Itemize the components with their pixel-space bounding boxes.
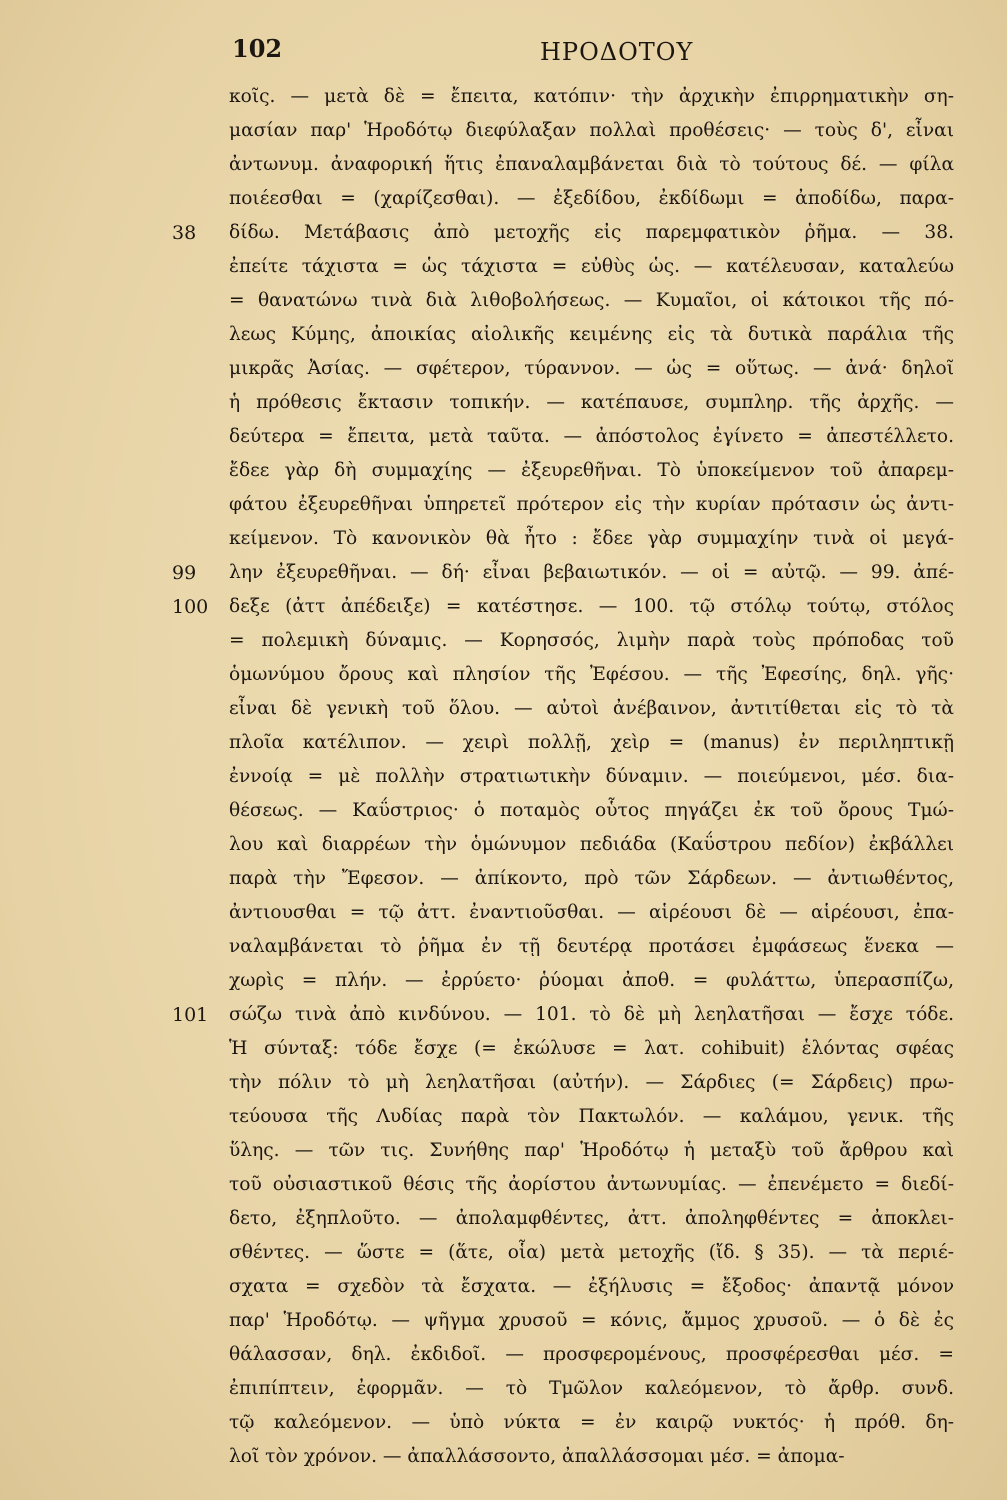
- text-line: φάτου ἐξευρεθῆναι ὑπηρετεῖ πρότερον εἰς τὴν κυρίαν πρότασιν ὡς ἀντι-: [229, 494, 954, 515]
- text-line: δεξε (ἀττ ἀπέδειξε) = κατέστησε. — 100. τῷ στόλῳ τούτῳ, στόλος: [229, 596, 954, 617]
- text-line: ναλαμβάνεται τὸ ῥῆμα ἐν τῇ δευτέρᾳ προτάσει ἐμφάσεως ἕνεκα —: [229, 936, 954, 957]
- text-line: θέσεως. — Καΰστριος· ὁ ποταμὸς οὗτος πηγάζει ἐκ τοῦ ὄρους Τμώ-: [229, 800, 954, 821]
- running-title: ΗΡΟΔΟΤΟΥ: [540, 38, 694, 66]
- text-line: = πολεμικὴ δύναμις. — Κορησσός, λιμὴν παρὰ τοὺς πρόποδας τοῦ: [229, 630, 954, 651]
- text-line: θάλασσαν, δηλ. ἐκδιδοῖ. — προσφερομένους, προσφέρεσθαι μέσ. =: [229, 1344, 954, 1365]
- text-line: ἀντιουσθαι = τῷ ἀττ. ἐναντιοῦσθαι. — αἱρέουσι δὲ — αἱρέουσι, ἐπα-: [229, 902, 954, 923]
- margin-section-number: 101: [172, 1004, 209, 1026]
- text-line: λην ἐξευρεθῆναι. — δή· εἶναι βεβαιωτικόν. — οἱ = αὐτῷ. — 99. ἀπέ-: [229, 562, 954, 583]
- text-line: λοῖ τὸν χρόνον. — ἀπαλλάσσοντο, ἀπαλλάσσομαι μέσ. = ἀπομα-: [229, 1446, 845, 1467]
- text-line: λου καὶ διαρρέων τὴν ὁμώνυμον πεδιάδα (Καΰστρου πεδίον) ἐκβάλλει: [229, 834, 954, 855]
- margin-section-number: 100: [172, 596, 209, 618]
- page-header: [0, 34, 1007, 74]
- text-line: εἶναι δὲ γενικὴ τοῦ ὅλου. — αὐτοὶ ἀνέβαινον, ἀντιτίθεται εἰς τὸ τὰ: [229, 698, 954, 719]
- text-line: κείμενον. Τὸ κανονικὸν θὰ ἦτο : ἔδεε γὰρ συμμαχίην τινὰ οἱ μεγά-: [229, 528, 954, 549]
- page-number: 102: [232, 34, 283, 63]
- text-line: ὕλης. — τῶν τις. Συνήθης παρ' Ἡροδότῳ ἡ μεταξὺ τοῦ ἄρθρου καὶ: [229, 1140, 954, 1161]
- text-line: μικρᾶς Ἀσίας. — σφέτερον, τύραννον. — ὡς = οὕτως. — ἀνά· δηλοῖ: [229, 358, 954, 379]
- margin-section-number: 38: [172, 222, 197, 244]
- text-line: σθέντες. — ὥστε = (ἅτε, οἷα) μετὰ μετοχῆς (ἴδ. § 35). — τὰ περιέ-: [229, 1242, 954, 1263]
- text-line: σώζω τινὰ ἀπὸ κινδύνου. — 101. τὸ δὲ μὴ λεηλατῆσαι — ἔσχε τόδε.: [229, 1004, 954, 1025]
- text-line: = θανατώνω τινὰ διὰ λιθοβολήσεως. — Κυμαῖοι, οἱ κάτοικοι τῆς πό-: [229, 290, 954, 311]
- text-line: σχατα = σχεδὸν τὰ ἔσχατα. — ἐξήλυσις = ἔξοδος· ἀπαντᾷ μόνον: [229, 1276, 954, 1297]
- text-line: λεως Κύμης, ἀποικίας αἰολικῆς κειμένης εἰς τὰ δυτικὰ παράλια τῆς: [229, 324, 954, 345]
- text-line: ὁμωνύμου ὄρους καὶ πλησίον τῆς Ἐφέσου. — τῆς Ἐφεσίης, δηλ. γῆς·: [229, 664, 954, 685]
- text-line: τοῦ οὐσιαστικοῦ θέσις τῆς ἀορίστου ἀντωνυμίας. — ἐπενέμετο = διεδί-: [229, 1174, 954, 1195]
- text-line: κοῖς. — μετὰ δὲ = ἔπειτα, κατόπιν· τὴν ἀρχικὴν ἐπιρρηματικὴν ση-: [229, 86, 954, 107]
- text-line: ἐπιπίπτειν, ἐφορμᾶν. — τὸ Τμῶλον καλεόμενον, τὸ ἄρθρ. συνδ.: [229, 1378, 954, 1399]
- text-line: χωρὶς = πλήν. — ἐρρύετο· ῥύομαι ἀποθ. = φυλάττω, ὑπερασπίζω,: [229, 970, 954, 991]
- text-line: δεύτερα = ἔπειτα, μετὰ ταῦτα. — ἀπόστολος ἐγίνετο = ἀπεστέλλετο.: [229, 426, 954, 447]
- text-line: μασίαν παρ' Ἡροδότῳ διεφύλαξαν πολλαὶ προθέσεις· — τοὺς δ', εἶναι: [229, 120, 954, 141]
- text-line: πλοῖα κατέλιπον. — χειρὶ πολλῇ, χεὶρ = (manus) ἐν περιληπτικῇ: [229, 732, 954, 753]
- text-line: ἡ πρόθεσις ἔκτασιν τοπικήν. — κατέπαυσε, συμπληρ. τῆς ἀρχῆς. —: [229, 392, 954, 413]
- text-line: ἐπείτε τάχιστα = ὡς τάχιστα = εὐθὺς ὡς. — κατέλευσαν, καταλεύω: [229, 256, 954, 277]
- text-line: τεύουσα τῆς Λυδίας παρὰ τὸν Πακτωλόν. — καλάμου, γενικ. τῆς: [229, 1106, 954, 1127]
- text-line: δετο, ἐξηπλοῦτο. — ἀπολαμφθέντες, ἀττ. ἀποληφθέντες = ἀποκλει-: [229, 1208, 954, 1229]
- text-line: τῷ καλεόμενον. — ὑπὸ νύκτα = ἐν καιρῷ νυκτός· ἡ πρόθ. δη-: [229, 1412, 954, 1433]
- text-line: ἐννοίᾳ = μὲ πολλὴν στρατιωτικὴν δύναμιν. — ποιεύμενοι, μέσ. δια-: [229, 766, 954, 787]
- margin-section-number: 99: [172, 562, 197, 584]
- text-line: παρ' Ἡροδότῳ. — ψῆγμα χρυσοῦ = κόνις, ἄμμος χρυσοῦ. — ὁ δὲ ἐς: [229, 1310, 954, 1331]
- text-line: Ἡ σύνταξ: τόδε ἔσχε (= ἐκώλυσε = λατ. cohibuit) ἑλόντας σφέας: [229, 1038, 954, 1059]
- text-line: ἀντωνυμ. ἀναφορική ἥτις ἐπαναλαμβάνεται διὰ τὸ τούτους δέ. — φίλα: [229, 154, 954, 175]
- text-line: παρὰ τὴν Ἔφεσον. — ἀπίκοντο, πρὸ τῶν Σάρδεων. — ἀντιωθέντος,: [229, 868, 954, 889]
- text-line: ποιέεσθαι = (χαρίζεσθαι). — ἐξεδίδου, ἐκδίδωμι = ἀποδίδω, παρα-: [229, 188, 954, 209]
- text-line: δίδω. Μετάβασις ἀπὸ μετοχῆς εἰς παρεμφατικὸν ῥῆμα. — 38.: [229, 222, 954, 243]
- text-line: τὴν πόλιν τὸ μὴ λεηλατῆσαι (αὐτήν). — Σάρδιες (= Σάρδεις) πρω-: [229, 1072, 954, 1093]
- text-line: ἔδεε γὰρ δὴ συμμαχίης — ἐξευρεθῆναι. Τὸ ὑποκείμενον τοῦ ἀπαρεμ-: [229, 460, 954, 481]
